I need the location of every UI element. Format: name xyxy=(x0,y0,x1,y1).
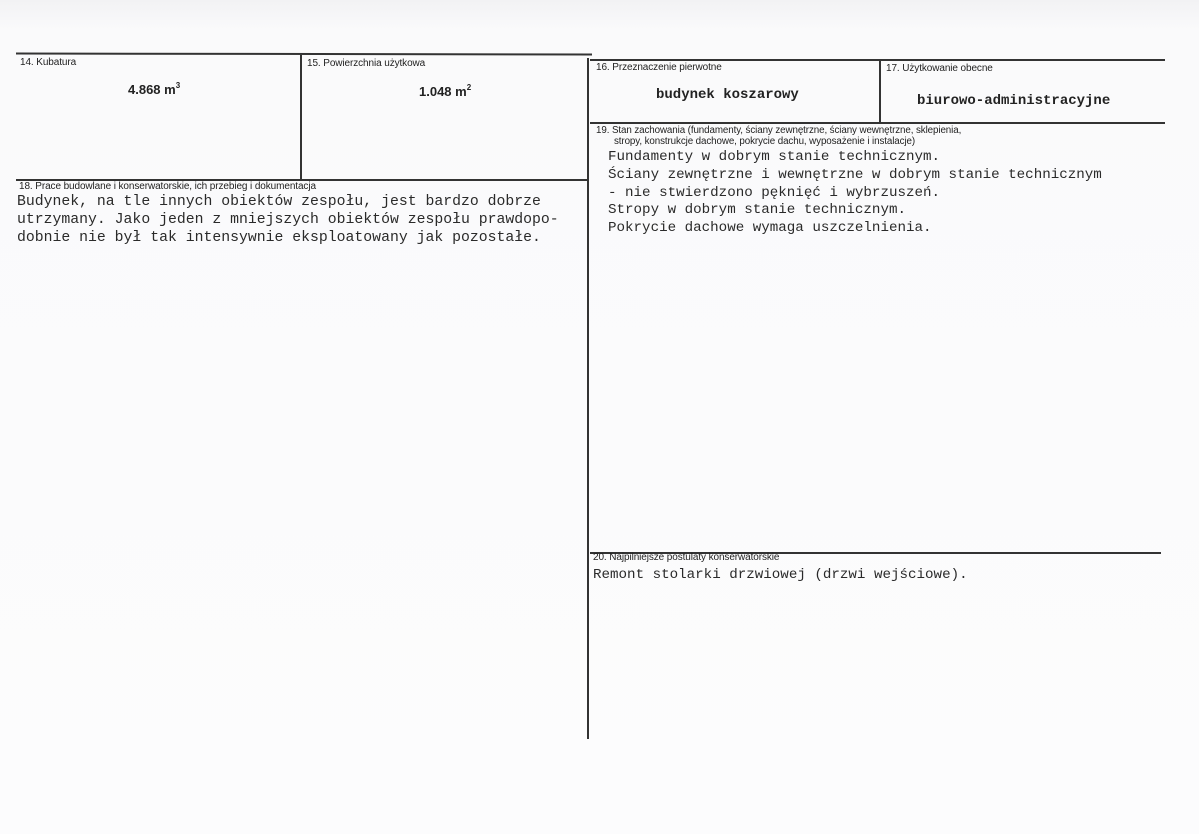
field-18-line: Budynek, na tle innych obiektów zespołu, jest bardzo dobrze xyxy=(17,194,541,210)
field-20-label: 20. Najpilniejsze postulaty konserwatorskie xyxy=(593,552,780,563)
field-20-line: Remont stolarki drzwiowej (drzwi wejściowe). xyxy=(593,567,968,583)
field-15-label: 15. Powierzchnia użytkowa xyxy=(307,58,426,69)
top-rule-left xyxy=(16,52,592,55)
field-14-label: 14. Kubatura xyxy=(20,57,77,68)
field-18-label: 18. Prace budowlane i konserwatorskie, ich przebieg i dokumentacja xyxy=(19,181,316,192)
field-19-line: Stropy w dobrym stanie technicznym. xyxy=(608,202,906,218)
field-16-value: budynek koszarowy xyxy=(656,87,799,103)
field-19-line: Pokrycie dachowe wymaga uszczelnienia. xyxy=(608,220,932,236)
field-19-label-line1: 19. Stan zachowania (fundamenty, ściany zewnętrzne, ściany wewnętrzne, sklepienia, xyxy=(596,125,962,136)
divider-14-15 xyxy=(300,55,302,180)
field-19-label-line2: stropy, konstrukcje dachowe, pokrycie dachu, wyposażenie i instalacje) xyxy=(614,136,916,147)
field-19-line: - nie stwierdzono pęknięć i wybrzuszeń. xyxy=(608,185,941,201)
field-15-value: 1.048 $m^2$ xyxy=(419,83,472,99)
field-19-line: Fundamenty w dobrym stanie technicznym. xyxy=(608,149,941,165)
divider-16-17 xyxy=(879,60,881,122)
field-18-line: dobnie nie był tak intensywnie eksploatowany jak pozostałe. xyxy=(17,230,541,246)
rule-under-16-17 xyxy=(590,122,1165,124)
field-19-line: Ściany zewnętrzne i wewnętrzne w dobrym stanie technicznym xyxy=(608,167,1102,183)
top-rule-right xyxy=(590,59,1165,61)
main-vertical-divider xyxy=(587,58,589,739)
field-17-value: biurowo-administracyjne xyxy=(917,93,1111,109)
field-16-label: 16. Przeznaczenie pierwotne xyxy=(596,62,722,73)
field-18-line: utrzymany. Jako jeden z mniejszych obiektów zespołu prawdopo- xyxy=(17,212,559,228)
field-17-label: 17. Użytkowanie obecne xyxy=(886,63,993,74)
field-14-value: 4.868 $m^3$ xyxy=(128,81,181,97)
